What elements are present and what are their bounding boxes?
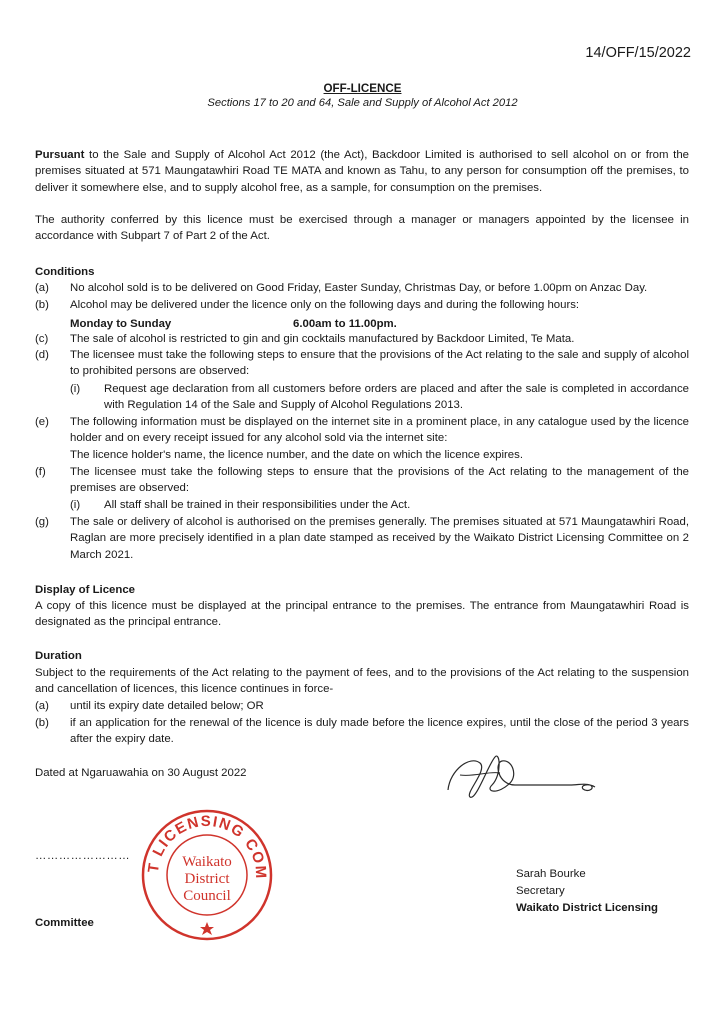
display-heading: Display of Licence xyxy=(35,584,136,596)
condition-label: (c) xyxy=(35,333,49,345)
duration-item-text: until its expiry date detailed below; OR xyxy=(70,700,264,712)
stamp-graphic xyxy=(140,808,274,942)
subitem-text: All staff shall be trained in their responsibilities under the Act. xyxy=(104,499,411,511)
council-stamp xyxy=(140,808,274,942)
condition-a xyxy=(35,280,689,296)
document-subtitle: Sections 17 to 20 and 64, Sale and Supply of Alcohol Act 2012 xyxy=(207,97,518,109)
duration-label: (a) xyxy=(35,700,49,712)
subitem-text: Request age declaration from all customers before orders are placed and after the sale is completed in accordance with Regulation 14 of the Sale and Supply of Alcohol Regulations 2013. xyxy=(104,383,689,412)
stamp-line-1: Waikato xyxy=(182,854,232,870)
duration-item-text: if an application for the renewal of the licence is duly made before the licence expires, until the close of the period 3 years after the expiry date. xyxy=(70,717,689,746)
duration-heading: Duration xyxy=(35,650,82,662)
condition-text: No alcohol sold is to be delivered on Good Friday, Easter Sunday, Christmas Day, or before 1.00pm on Anzac Day. xyxy=(70,282,648,294)
condition-text: The licensee must take the following steps to ensure that the provisions of the Act relating to the sale and supply of alcohol to prohibited persons are observed: xyxy=(70,349,689,378)
dated-line: Dated at Ngaruawahia on 30 August 2022 xyxy=(35,767,247,779)
condition-e-detail: The licence holder's name, the licence number, and the date on which the licence expires. xyxy=(70,449,524,461)
stamp-star-icon xyxy=(200,922,214,935)
condition-label: (g) xyxy=(35,516,49,528)
condition-e xyxy=(35,414,689,447)
signature-graphic xyxy=(440,745,610,805)
condition-f-subitem xyxy=(70,497,689,513)
signatory-name: Sarah Bourke xyxy=(516,868,586,880)
condition-text: The licensee must take the following steps to ensure that the provisions of the Act relating to the management of the premises are observed: xyxy=(70,466,689,495)
signature-line: …………………… xyxy=(35,850,131,862)
signatory-role: Secretary xyxy=(516,885,565,897)
condition-label: (d) xyxy=(35,349,49,361)
condition-text: Alcohol may be delivered under the licence only on the following days and during the following hours: xyxy=(70,299,580,311)
condition-c xyxy=(35,331,689,347)
delivery-times: 6.00am to 11.00pm. xyxy=(293,318,397,330)
conditions-heading: Conditions xyxy=(35,266,95,278)
licence-reference: 14/OFF/15/2022 xyxy=(585,45,691,61)
condition-f xyxy=(35,464,689,497)
subitem-label: (i) xyxy=(70,499,81,511)
document-title: OFF-LICENCE xyxy=(323,82,402,95)
stamp-ring-text: T LICENSING COM xyxy=(144,812,270,881)
intro-text: to the Sale and Supply of Alcohol Act 2012 (the Act), Backdoor Limited is authorised to sell alcohol on or from the premises situated at 571 Maungatawhiri Road TE MATA and known as Tahu, to any person for consumption off the premises, to deliver it somewhere else, and to supply alcohol free, as a sample, for consumption on the premises. xyxy=(35,149,689,194)
condition-text: The sale or delivery of alcohol is authorised on the premises generally. The premises situated at 571 Maungatawhiri Road, Raglan are more precisely identified in a plan date stamped as received by the Waikato District Licensing Committee on 2 March 2021. xyxy=(70,516,689,561)
handwritten-signature xyxy=(440,745,610,805)
subitem-label: (i) xyxy=(70,383,81,395)
delivery-hours xyxy=(70,316,397,332)
condition-label: (f) xyxy=(35,466,46,478)
condition-d xyxy=(35,347,689,380)
intro-lead: Pursuant xyxy=(35,149,85,161)
duration-text: Subject to the requirements of the Act relating to the payment of fees, and to the provisions of the Act relating to the suspension and cancellation of licences, this licence continues in force- xyxy=(35,667,689,696)
condition-label: (e) xyxy=(35,416,49,428)
duration-b xyxy=(35,715,689,748)
condition-label: (a) xyxy=(35,282,49,294)
condition-b xyxy=(35,297,689,313)
condition-g xyxy=(35,514,689,564)
duration-a xyxy=(35,698,689,714)
condition-d-subitem xyxy=(70,381,689,414)
committee-label: Committee xyxy=(35,917,94,929)
condition-text: The following information must be displayed on the internet site in a prominent place, in any catalogue used by the licence holder and on every receipt issued for any alcohol sold via the internet site: xyxy=(70,416,689,445)
signatory-org: Waikato District Licensing xyxy=(516,902,658,914)
stamp-line-3: Council xyxy=(183,888,231,904)
delivery-days: Monday to Sunday xyxy=(70,318,172,330)
intro-paragraph xyxy=(35,147,689,196)
condition-text: The sale of alcohol is restricted to gin and gin cocktails manufactured by Backdoor Limited, Te Mata. xyxy=(70,333,575,345)
authority-paragraph: The authority conferred by this licence must be exercised through a manager or managers appointed by the licensee in accordance with Subpart 7 of Part 2 of the Act. xyxy=(35,214,689,243)
stamp-line-2: District xyxy=(184,871,230,887)
display-text: A copy of this licence must be displayed at the principal entrance to the premises. The entrance from Maungatawhiri Road is designated as the principal entrance. xyxy=(35,600,689,629)
condition-label: (b) xyxy=(35,299,49,311)
duration-label: (b) xyxy=(35,717,49,729)
